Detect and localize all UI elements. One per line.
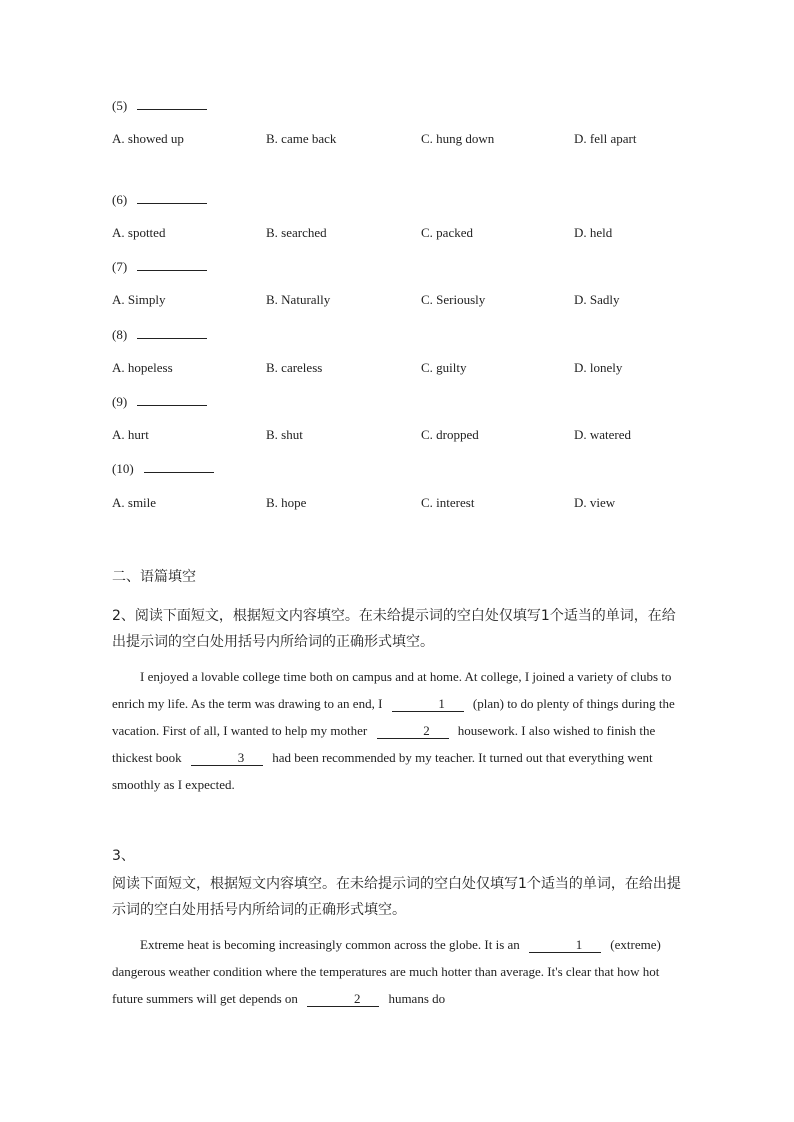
passage-text: Extreme heat is becoming increasingly common across the globe. It is an <box>140 937 520 952</box>
passage-text: (extreme) dangerous weather condition where the temperatures are much hotter than average. It's clear that how hot future summers will get depends on <box>112 937 661 1006</box>
option-a: A. Simply <box>112 292 166 307</box>
option-d: D. watered <box>574 427 632 442</box>
answer-blank[interactable]: 3 <box>191 751 263 766</box>
passage-text: I enjoyed a lovable college time both on campus and at home. At college, I joined a variety of clubs to enrich my life. As the term was drawing to an end, I <box>112 669 672 711</box>
passage-text: housework. I also wished to finish the thickest book <box>112 723 656 765</box>
option-b: B. careless <box>266 360 323 375</box>
question-instruction: 阅读下面短文，根据短文内容填空。在未给提示词的空白处仅填写1个适当的单词，在给出提示词的空白处用括号内所给词的正确形式填空。 <box>112 876 681 918</box>
option-c: C. guilty <box>421 360 467 375</box>
question-label: (10) <box>112 461 134 476</box>
section-heading: 二、语篇填空 <box>112 569 196 585</box>
answer-blank[interactable] <box>144 460 214 473</box>
answer-blank[interactable]: 2 <box>307 992 379 1007</box>
option-d: D. Sadly <box>574 292 620 307</box>
option-d: D. fell apart <box>574 131 637 146</box>
question-number <box>112 393 207 410</box>
question-number <box>112 326 207 343</box>
passage <box>112 663 682 798</box>
question-number <box>112 191 207 208</box>
answer-blank[interactable] <box>137 326 207 339</box>
option-d: D. view <box>574 495 616 510</box>
answer-blank[interactable]: 2 <box>377 724 449 739</box>
passage <box>112 931 682 1012</box>
option-c: C. dropped <box>421 427 479 442</box>
answer-blank[interactable] <box>137 393 207 406</box>
question-number: 3、 <box>112 848 135 864</box>
answer-blank[interactable] <box>137 191 207 204</box>
option-a: A. spotted <box>112 225 166 240</box>
question-instruction: 2、阅读下面短文，根据短文内容填空。在未给提示词的空白处仅填写1个适当的单词，在给出提示词的空白处用括号内所给词的正确形式填空。 <box>112 608 676 650</box>
answer-blank[interactable] <box>137 97 207 110</box>
option-d: D. lonely <box>574 360 623 375</box>
passage-text: humans do <box>388 991 446 1006</box>
answer-blank[interactable]: 1 <box>529 938 601 953</box>
passage-text: (plan) to do plenty of things during the vacation. First of all, I wanted to help my mother <box>112 696 675 738</box>
option-b: B. came back <box>266 131 337 146</box>
option-b: B. shut <box>266 427 303 442</box>
question-label: (8) <box>112 327 128 342</box>
question-label: (6) <box>112 192 128 207</box>
option-a: A. hopeless <box>112 360 173 375</box>
option-a: A. smile <box>112 495 157 510</box>
passage-text: had been recommended by my teacher. It turned out that everything went smoothly as I expected. <box>112 750 653 792</box>
option-b: B. Naturally <box>266 292 331 307</box>
question-label: (5) <box>112 98 128 113</box>
question-label: (7) <box>112 259 128 274</box>
option-d: D. held <box>574 225 613 240</box>
option-a: A. hurt <box>112 427 149 442</box>
question-number <box>112 258 207 275</box>
question-number <box>112 97 207 114</box>
option-c: C. Seriously <box>421 292 486 307</box>
question-number <box>112 460 214 477</box>
question-label: (9) <box>112 394 128 409</box>
answer-blank[interactable] <box>137 258 207 271</box>
option-c: C. interest <box>421 495 475 510</box>
option-b: B. hope <box>266 495 307 510</box>
option-b: B. searched <box>266 225 327 240</box>
option-a: A. showed up <box>112 131 184 146</box>
option-c: C. packed <box>421 225 473 240</box>
option-c: C. hung down <box>421 131 495 146</box>
answer-blank[interactable]: 1 <box>392 697 464 712</box>
